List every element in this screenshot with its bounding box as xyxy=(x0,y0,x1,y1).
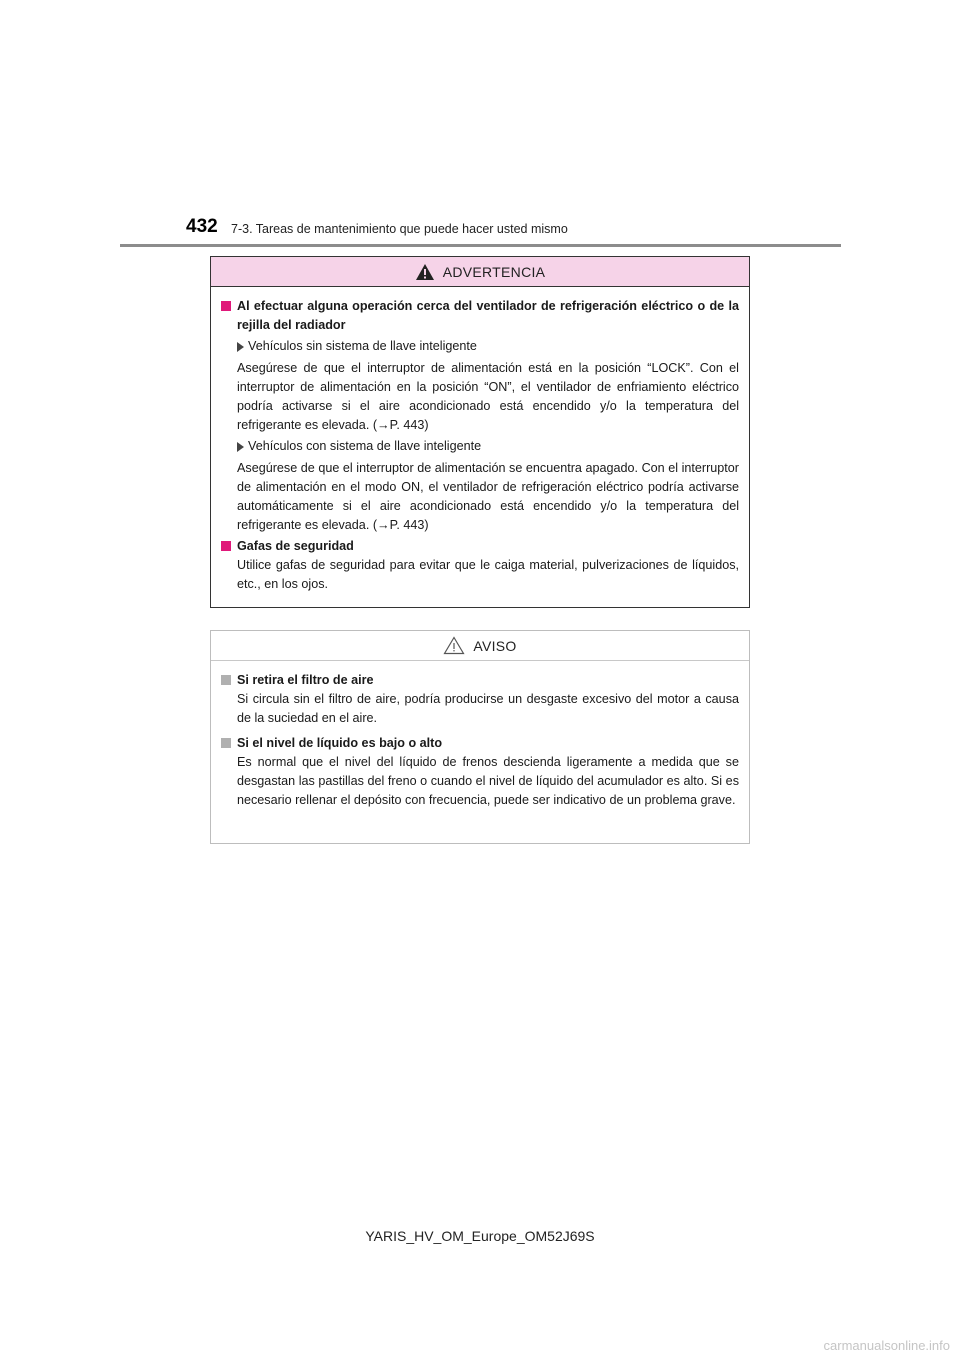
warning-body xyxy=(211,287,749,594)
section-title: 7-3. Tareas de mantenimiento que puede hacer usted mismo xyxy=(231,222,568,236)
square-bullet-icon xyxy=(221,541,231,551)
page-header xyxy=(186,212,840,246)
warning-paragraph: Asegúrese de que el interruptor de alimentación está en la posición “LOCK”. Con el interruptor de alimentación en la posición “ON”, el ventilador de enfriamiento eléctrico podría activarse si el aire acondicionado está encendido y/o la temperatura del refrigerante es elevada. (→P. 443) xyxy=(237,361,739,432)
document-code: YARIS_HV_OM_Europe_OM52J69S xyxy=(365,1228,595,1244)
warning-icon xyxy=(415,263,435,281)
notice-item-heading: Si retira el filtro de aire xyxy=(221,671,739,690)
square-bullet-icon xyxy=(221,675,231,685)
sub-item-label: Vehículos sin sistema de llave inteligente xyxy=(221,337,739,356)
caution-icon xyxy=(443,636,465,655)
watermark: carmanualsonline.info xyxy=(823,1338,950,1353)
warning-title: ADVERTENCIA xyxy=(442,263,546,280)
warning-box xyxy=(210,256,750,608)
page-number: 432 xyxy=(186,216,218,237)
warning-item-heading: Gafas de seguridad xyxy=(221,537,739,556)
sub-item-label: Vehículos con sistema de llave inteligente xyxy=(221,437,739,456)
square-bullet-icon xyxy=(221,738,231,748)
notice-header xyxy=(211,631,749,661)
warning-paragraph: Asegúrese de que el interruptor de alimentación se encuentra apagado. Con el interruptor de alimentación en el modo ON, el ventilador de refrigeración eléctrico podría activarse automáticamente si el aire acondicionado está encendido y/o la temperatura del refrigerante es elevada. (→P. 443) xyxy=(237,461,739,532)
triangle-bullet-icon xyxy=(237,342,244,352)
notice-item-heading: Si el nivel de líquido es bajo o alto xyxy=(221,734,739,753)
notice-box xyxy=(210,630,750,844)
notice-title: AVISO xyxy=(473,637,517,654)
warning-item-heading: Al efectuar alguna operación cerca del ventilador de refrigeración eléctrico o de la rejilla del radiador xyxy=(221,297,739,335)
header-divider xyxy=(120,244,841,247)
warning-header xyxy=(211,257,749,287)
warning-paragraph: Utilice gafas de seguridad para evitar que le caiga material, pulverizaciones de líquidos, etc., en los ojos. xyxy=(237,558,739,591)
notice-paragraph: Es normal que el nivel del líquido de frenos descienda ligeramente a medida que se desgastan las pastillas del freno o cuando el nivel de líquido del acumulador es alto. Si es necesario rellenar el depósito con frecuencia, puede ser indicativo de un problema grave. xyxy=(237,755,739,807)
notice-body xyxy=(211,661,749,810)
square-bullet-icon xyxy=(221,301,231,311)
triangle-bullet-icon xyxy=(237,442,244,452)
notice-paragraph: Si circula sin el filtro de aire, podría producirse un desgaste excesivo del motor a causa de la suciedad en el aire. xyxy=(237,692,739,725)
